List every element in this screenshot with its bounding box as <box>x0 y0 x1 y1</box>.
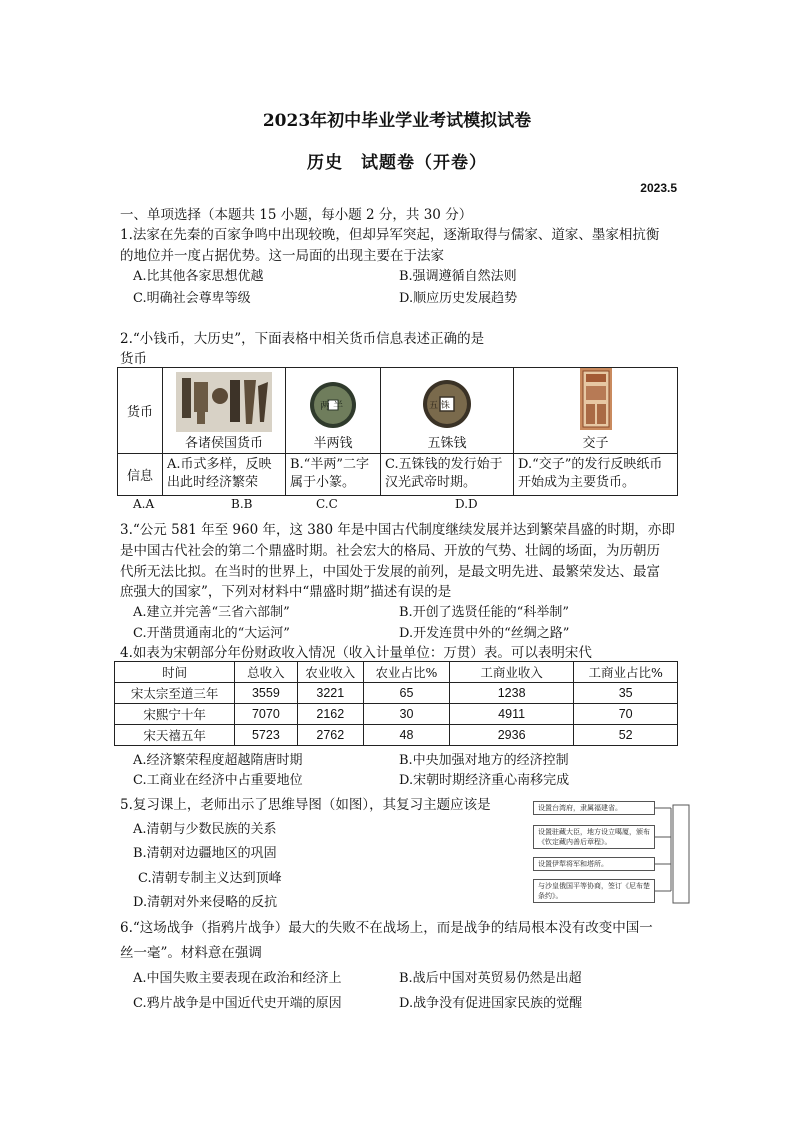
q1-option-c: C.明确社会尊卑等级 <box>133 291 251 306</box>
finance-cell: 35 <box>574 683 678 704</box>
finance-cell: 52 <box>574 725 678 746</box>
finance-cell: 48 <box>363 725 449 746</box>
exam-title: 2023年初中毕业学业考试模拟试卷 <box>262 111 532 131</box>
currency-cell-banliang <box>286 368 381 454</box>
q6-option-c: C.鸦片战争是中国近代史开端的原因 <box>133 996 342 1011</box>
mind-map <box>533 801 691 907</box>
q2-option-b: B.B <box>231 497 253 511</box>
q3-stem-line4: 庶强大的国家”，下列对材料中“鼎盛时期”描述有误的是 <box>120 584 452 600</box>
finance-cell: 3559 <box>235 683 297 704</box>
q2-option-a: A.A <box>133 497 155 511</box>
caption-zhuhou-coins: 各诸侯国货币 <box>184 436 263 451</box>
caption-banliang: 半两钱 <box>313 436 353 451</box>
table-row <box>115 683 678 704</box>
table-row <box>115 704 678 725</box>
q1-stem-line2: 的地位并一度占据优势。这一局面的出现主要在于法家 <box>120 248 444 264</box>
currency-row-label: 货币 <box>118 368 163 454</box>
mind-map-node: 设置伊犁将军和塔所。 <box>533 857 655 871</box>
q6-stem-line1: 6.“这场战争（指鸦片战争）最大的失败不在战场上，而是战争的结局根本没有改变中国一 <box>120 920 653 936</box>
q3-stem-line2: 是中国古代社会的第二个鼎盛时期。社会宏大的格局、开放的气势、壮阔的场面，为历朝历 <box>120 543 660 559</box>
mind-map-node: 与沙皇俄国平等协商，签订《尼布楚条约》。 <box>533 879 655 903</box>
currency-cell-jiaozi <box>514 368 678 454</box>
q2-table-title: 货币 <box>120 351 147 367</box>
q4-option-d: D.宋朝时期经济重心南移完成 <box>399 773 570 788</box>
q3-stem-line3: 代所无法比拟。在当时的世界上，中国处于发展的前列，是最文明先进、最繁荣发达、最富 <box>120 564 660 580</box>
q4-option-a: A.经济繁荣程度超越隋唐时期 <box>133 753 303 768</box>
q1-stem-line1: 1.法家在先秦的百家争鸣中出现较晚，但却异军突起，逐渐取得与儒家、道家、墨家相抗衡 <box>120 227 660 243</box>
currency-cell-wuzhu <box>381 368 514 454</box>
finance-header-cell: 农业收入 <box>297 662 363 683</box>
table-row <box>115 725 678 746</box>
q3-option-a: A.建立并完善“三省六部制” <box>133 605 290 620</box>
finance-table-header <box>115 662 678 683</box>
exam-subtitle: 历史 试题卷（开卷） <box>307 153 487 173</box>
finance-cell: 65 <box>363 683 449 704</box>
mind-map-connectors <box>533 801 691 907</box>
q5-stem: 5.复习课上，老师出示了思维导图（如图），其复习主题应该是 <box>120 797 491 813</box>
banliang-coin-image <box>308 380 358 430</box>
info-row-label: 信息 <box>118 454 163 496</box>
finance-header-cell: 农业占比% <box>363 662 449 683</box>
finance-cell: 2762 <box>297 725 363 746</box>
finance-cell: 30 <box>363 704 449 725</box>
finance-table <box>114 661 678 746</box>
section-heading: 一、单项选择（本题共 15 小题，每小题 2 分，共 30 分） <box>120 207 473 223</box>
q2-stem: 2.“小钱币，大历史”，下面表格中相关货币信息表述正确的是 <box>120 331 485 347</box>
q4-option-c: C.工商业在经济中占重要地位 <box>133 773 303 788</box>
info-d: D.“交子”的发行反映纸币开始成为主要货币。 <box>514 454 678 496</box>
caption-wuzhu: 五铢钱 <box>427 436 467 451</box>
q3-stem-line1: 3.“公元 581 年至 960 年，这 380 年是中国古代制度继续发展并达到繁荣昌盛的时期，亦即 <box>120 522 675 538</box>
finance-cell: 5723 <box>235 725 297 746</box>
q1-option-a: A.比其他各家思想优越 <box>133 269 264 284</box>
exam-date: 2023.5 <box>640 181 677 195</box>
finance-cell: 宋天禧五年 <box>115 725 235 746</box>
q2-option-d: D.D <box>455 497 478 511</box>
q6-option-b: B.战后中国对英贸易仍然是出超 <box>399 971 582 986</box>
q5-option-d: D.清朝对外来侵略的反抗 <box>133 895 278 910</box>
jiaozi-note-image <box>580 368 612 430</box>
finance-cell: 3221 <box>297 683 363 704</box>
q4-stem: 4.如表为宋朝部分年份财政收入情况（收入计量单位：万贯）表。可以表明宋代 <box>120 645 592 661</box>
q5-option-a: A.清朝与少数民族的关系 <box>133 822 277 837</box>
finance-cell: 2162 <box>297 704 363 725</box>
q6-stem-line2: 丝一毫”。材料意在强调 <box>120 945 262 961</box>
info-a: A.币式多样，反映出此时经济繁荣 <box>163 454 286 496</box>
q3-option-b: B.开创了选贤任能的“科举制” <box>399 605 569 620</box>
q1-option-d: D.顺应历史发展趋势 <box>399 291 518 306</box>
q2-option-c: C.C <box>316 497 338 511</box>
finance-header-cell: 时间 <box>115 662 235 683</box>
finance-cell: 宋太宗至道三年 <box>115 683 235 704</box>
spade-knife-coins-image <box>176 372 272 432</box>
info-c: C.五铢钱的发行始于汉光武帝时期。 <box>381 454 514 496</box>
mind-map-node: 设置驻藏大臣，地方设立噶厦，颁布《钦定藏内善后章程》。 <box>533 825 655 849</box>
q3-option-d: D.开发连贯中外的“丝绸之路” <box>399 626 570 641</box>
finance-header-cell: 总收入 <box>235 662 297 683</box>
q4-option-b: B.中央加强对地方的经济控制 <box>399 753 569 768</box>
mind-map-node: 设置台湾府，隶属福建省。 <box>533 801 655 815</box>
finance-cell: 1238 <box>449 683 573 704</box>
q5-option-b: B.清朝对边疆地区的巩固 <box>133 846 277 861</box>
q6-option-d: D.战争没有促进国家民族的觉醒 <box>399 996 583 1011</box>
currency-table <box>117 367 678 496</box>
banliang-char-liang: 两 半 <box>320 401 344 412</box>
wuzhu-chars: 五 铢 <box>429 401 450 411</box>
finance-cell: 7070 <box>235 704 297 725</box>
finance-cell: 70 <box>574 704 678 725</box>
q3-option-c: C.开凿贯通南北的“大运河” <box>133 626 290 641</box>
finance-cell: 宋熙宁十年 <box>115 704 235 725</box>
info-b: B.“半两”二字属于小篆。 <box>286 454 381 496</box>
q6-option-a: A.中国失败主要表现在政治和经济上 <box>133 971 342 986</box>
finance-cell: 2936 <box>449 725 573 746</box>
q1-option-b: B.强调遵循自然法则 <box>399 269 517 284</box>
finance-header-cell: 工商业占比% <box>574 662 678 683</box>
wuzhu-coin-image <box>421 378 473 430</box>
currency-cell-coins <box>163 368 286 454</box>
q5-option-c: C.清朝专制主义达到顶峰 <box>138 871 282 886</box>
finance-header-cell: 工商业收入 <box>449 662 573 683</box>
finance-cell: 4911 <box>449 704 573 725</box>
caption-jiaozi: 交子 <box>582 436 609 451</box>
